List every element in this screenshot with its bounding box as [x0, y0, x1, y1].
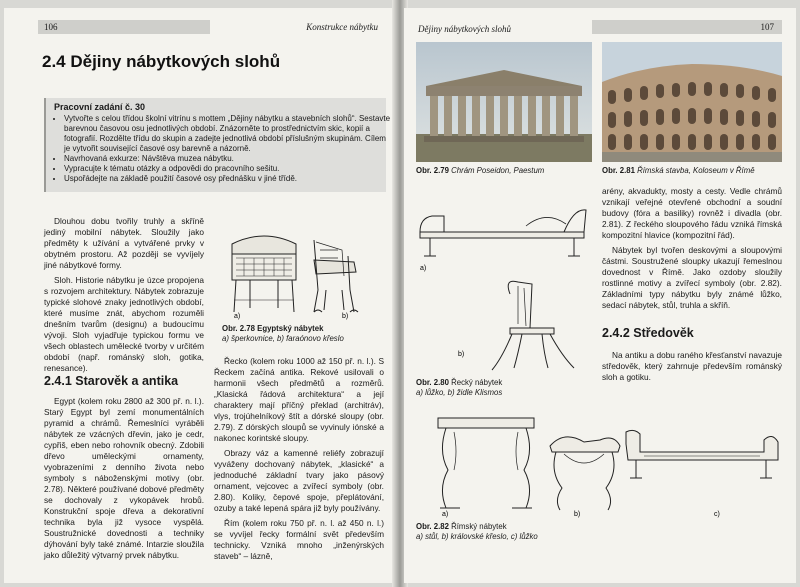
- middle-ages-text: [602, 350, 782, 387]
- figure-desc: a) šperkovnice, b) faraónovo křeslo: [222, 334, 344, 343]
- figure-number: Obr. 2.78: [222, 324, 255, 333]
- egyptian-furniture-drawing: [214, 220, 384, 320]
- figure-caption-2-78: [222, 324, 382, 344]
- temple-image: [416, 42, 592, 162]
- figure-title: Řecký nábytek: [451, 378, 503, 387]
- colosseum-photo: [602, 42, 782, 162]
- right-running-header: [418, 20, 782, 34]
- paragraph: Na antiku a dobu raného křesťanství navazuje středověk, který zahrnuje především románský sloh a gotiku.: [602, 350, 782, 382]
- greek-furniture-drawing: [414, 188, 590, 376]
- label-a: a): [420, 265, 427, 272]
- assignment-box: [44, 98, 391, 192]
- paragraph: Sloh. Historie nábytku je úzce propojena s rozvojem architektury. Nábytek zobrazuje typické slohové znaky jednotlivých období, které musíme znát, abychom rozuměli dnešním tvarům (designu) a budoucímu vývoji. Sloh vyjadřuje typickou formu ve všech oblastech umělecké tvorby v určitém období (např. románský sloh, gotika, renesance).: [44, 275, 204, 373]
- figure-number: Obr. 2.82: [416, 522, 449, 531]
- assignment-title: Pracovní zadání č. 30: [54, 102, 146, 112]
- paragraph: Egypt (kolem roku 2800 až 300 př. n. l.). Starý Egypt byl zemí monumentálních pyramid a chrámů. Řemeslníci vyráběli nábytek ze vzácných dřevin, jako je cedr, cypřiš, eben nebo rohovník obecný. Zdobili dřevo uměleckými ornamenty, vyobrazeními z denního života nebo symboly s náboženskými motivy (obr. 2.78). Některé používané dobové předměty se dochovaly z vykopávek hrobů. Konstrukční spoje dřeva a dekorativní technika byla již vysoce vyspělá. Soustružnické dovednosti a techniky dýhování byly také známé. Intarzie sloužila jako důležitý výtvarný prvek nábytku.: [44, 396, 204, 560]
- figure-desc: Římská stavba, Koloseum v Římě: [637, 166, 755, 175]
- figure-number: Obr. 2.80: [416, 378, 449, 387]
- section-heading: 2.4.2 Středověk: [602, 326, 694, 340]
- running-title: Konstrukce nábytku: [306, 22, 378, 32]
- figure-title: Egyptský nábytek: [257, 324, 324, 333]
- colosseum-image: [602, 42, 782, 162]
- label-b: b): [574, 511, 581, 518]
- temple-photo: [416, 42, 592, 162]
- figure-desc: Chrám Poseidon, Paestum: [451, 166, 545, 175]
- header-bar: [592, 20, 782, 34]
- assignment-item: • Vytvořte s celou třídou školní vitrínu s mottem „Dějiny nábytku a stavebních slohů“. Sestavte barevnou časovou osu jednotlivých období. Znázorněte to prostřednictvím skic, kopií a fotografií. Rozdělte třídu do skupin a zadejte jednotlivá období příslušným skupinám. Cílem je vytvořit související časové osy barevně a názorně.: [64, 114, 394, 154]
- paragraph: arény, akvadukty, mosty a cesty. Vedle chrámů vznikají veřejné otevřené obchodní a soudní budovy (fóra a basiliky) rovněž i divadla (obr. 2.81). Z řeckého sloupového řádu vzniká římská kompozitní hlavice (kompozitní řád).: [602, 186, 782, 240]
- figure-caption-2-79: [416, 166, 596, 176]
- paragraph: Řecko (kolem roku 1000 až 150 př. n. l.). S Řeckem začíná antika. Rekové usilovali o harmonii všech předmětů a rozměrů. „Klasická řádová architektura“ a její charaktery mají příčný překlad (architráv), vlys, trojúhelníkový štít a dórské sloupy (obr. 2.79). Z dórských sloupů se vyvinuly iónské a nakonec korintské sloupy.: [214, 356, 384, 443]
- figure-caption-2-82: [416, 522, 656, 542]
- assignment-item: • Navrhovaná exkurze: Návštěva muzea nábytku.: [64, 154, 394, 164]
- label-b: b): [342, 313, 349, 320]
- intro-text: [44, 216, 204, 378]
- figure-desc: a) stůl, b) královské křeslo, c) lůžko: [416, 532, 538, 541]
- roman-furniture-drawing: [414, 412, 786, 518]
- roman-furniture-illustration: [414, 412, 786, 518]
- greek-furniture-illustration: [414, 188, 590, 376]
- left-page: [4, 8, 396, 583]
- egyptian-furniture-illustration: [214, 220, 384, 320]
- figure-caption-2-81: [602, 166, 787, 176]
- running-title: Dějiny nábytkových slohů: [418, 24, 511, 34]
- section-heading: 2.4.1 Starověk a antika: [44, 374, 179, 388]
- label-a: a): [442, 511, 449, 518]
- paragraph: Dlouhou dobu tvořily truhly a skříně jediný mobilní nábytek. Sloužily jako předměty k užívání a vytvářené prvky v obytném prostoru. Až později se vyvíjely jiné nábytkové formy.: [44, 216, 204, 270]
- figure-title: Římský nábytek: [451, 522, 507, 531]
- label-a: a): [234, 313, 241, 320]
- label-b: b): [458, 351, 465, 358]
- rome-text: [602, 186, 782, 315]
- figure-desc: a) lůžko, b) židle Klismos: [416, 388, 503, 397]
- assignment-item: • Vypracujte k tématu otázky a odpovědi do pracovního sešitu.: [64, 164, 394, 174]
- page-number: 106: [44, 22, 58, 32]
- greece-text: [214, 356, 384, 566]
- header-bar: [38, 20, 210, 34]
- label-c: c): [714, 511, 720, 518]
- left-running-header: [38, 20, 378, 34]
- paragraph: Nábytek byl tvořen deskovými a sloupovými částmi. Soustružené sloupky ukazují řemeslnou dovednost v Římě. Jako ozdoby sloužily rostlinné motivy a zvířecí symboly (obr. 2.82). Základními typy nábytku byly známé lůžko, sedací nábytek, stůl, truhla a skříň.: [602, 245, 782, 310]
- egypt-text: [44, 396, 204, 565]
- paragraph: Obrazy váz a kamenné reliéfy zobrazují vyváženy dochovaný nábytek, „klasické“ a jednoduché základní tvary jako pásový ornament, vejcovec a zvířecí symboly (obr. 2.80). Koliky, čepové spoje, přeplátování, ozuby a také lepená spára již byly používány.: [214, 448, 384, 513]
- figure-caption-2-80: [416, 378, 596, 398]
- assignment-list: [54, 114, 394, 184]
- assignment-item: • Uspořádejte na základě použití časové osy přednášku v jiné třídě.: [64, 174, 394, 184]
- figure-number: Obr. 2.79: [416, 166, 449, 175]
- chapter-heading: 2.4 Dějiny nábytkových slohů: [42, 52, 281, 71]
- right-page: [404, 8, 796, 583]
- page-number: 107: [760, 22, 774, 32]
- figure-number: Obr. 2.81: [602, 166, 635, 175]
- paragraph: Řím (kolem roku 750 př. n. l. až 450 n. l.) se vyvíjel řecky formální svět především technicky. Vzniká mnoho „inženýrských staveb“ – lázně,: [214, 518, 384, 561]
